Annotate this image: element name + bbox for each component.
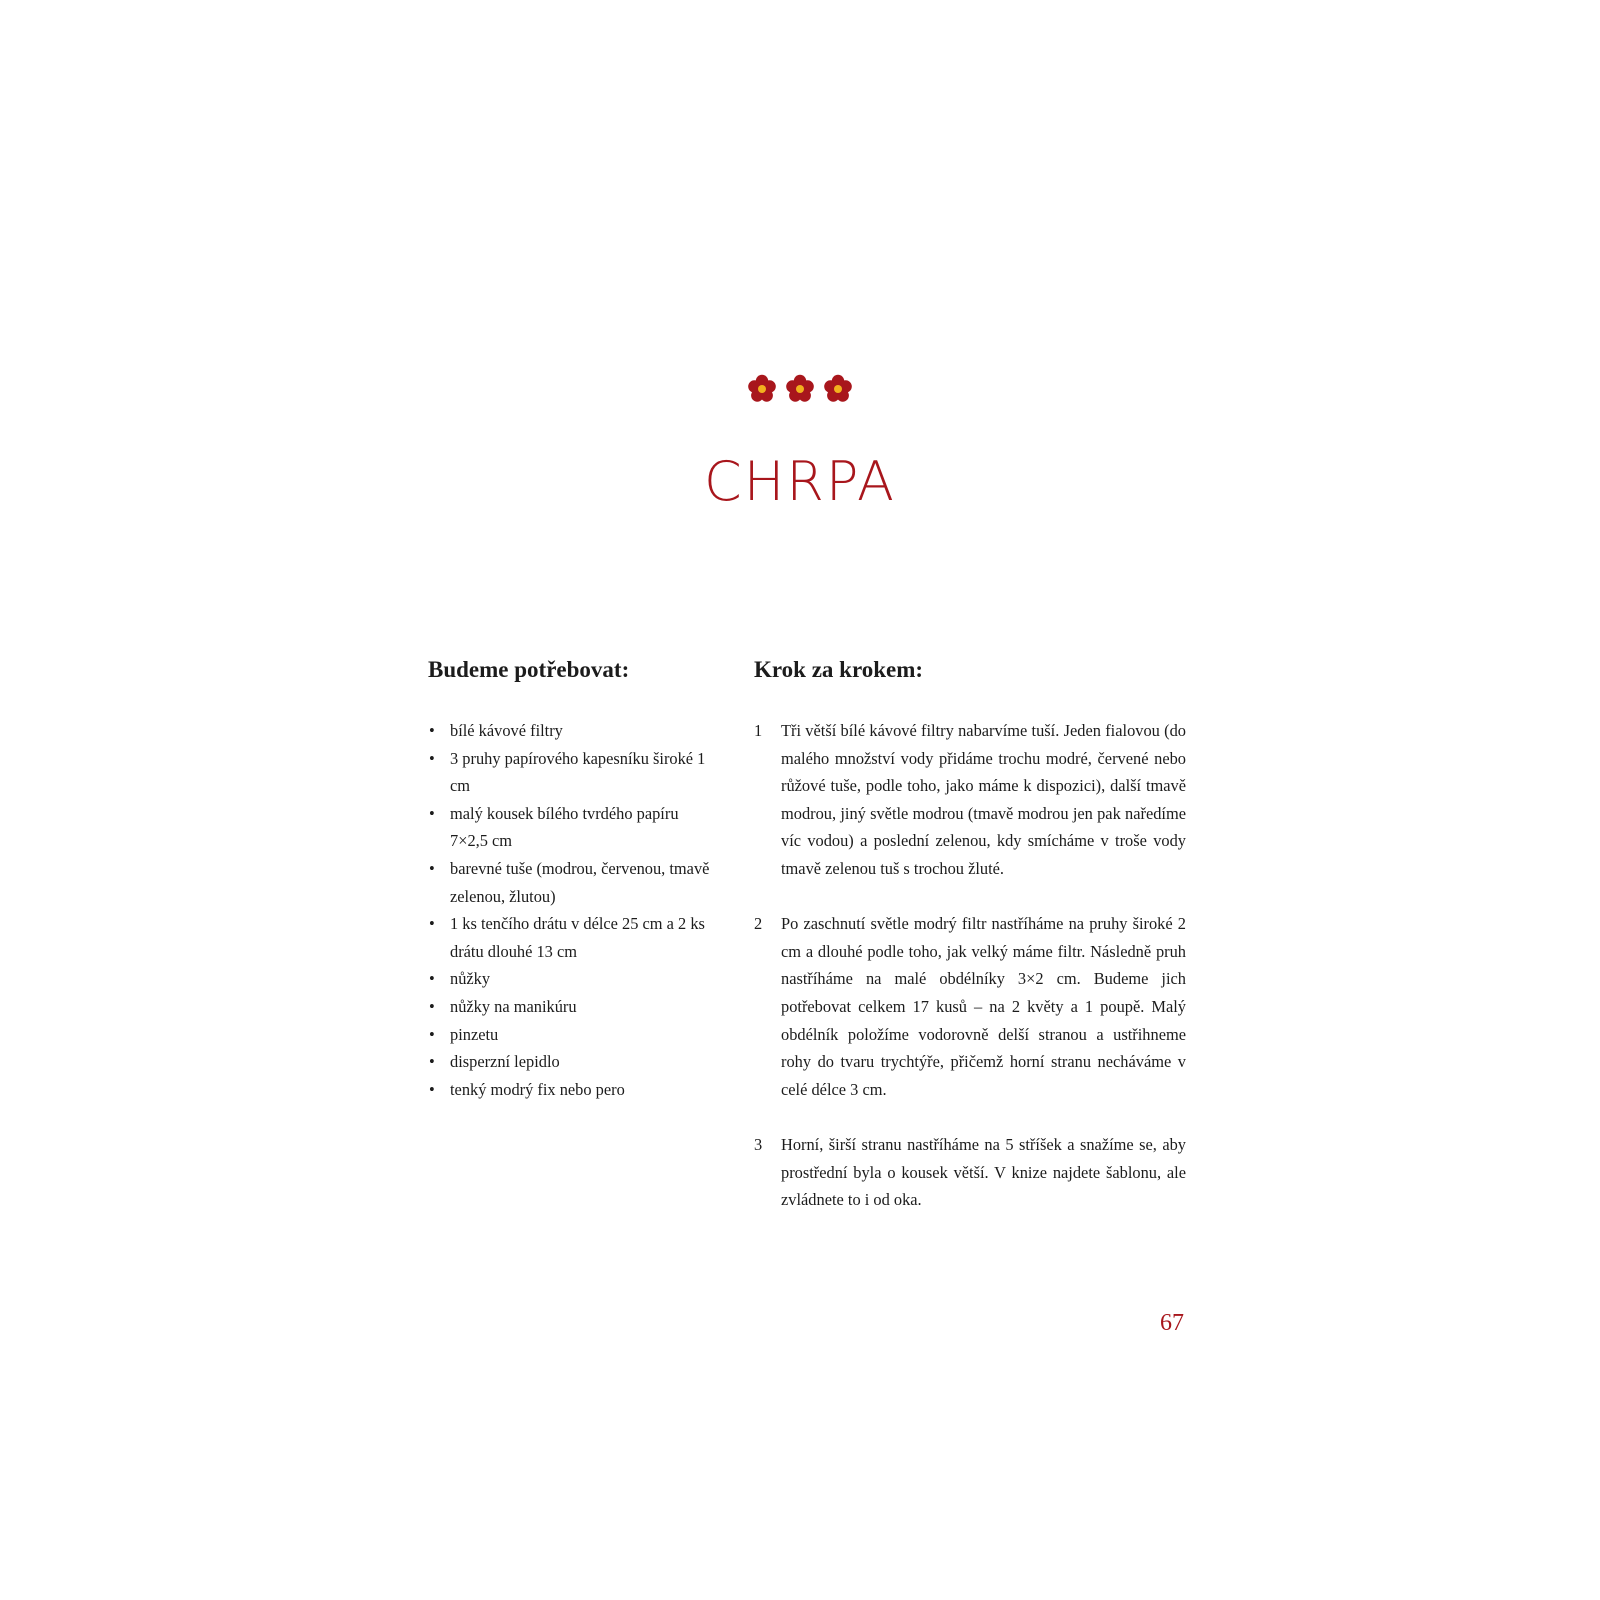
step-item — [754, 910, 1186, 1103]
materials-heading: Budeme potřebovat: — [428, 657, 630, 682]
flower-icon — [784, 373, 816, 409]
list-item: • pinzetu — [428, 1021, 718, 1049]
bullet: • — [429, 914, 435, 934]
list-item: • nůžky na manikúru — [428, 993, 718, 1021]
steps-section — [754, 655, 1186, 1241]
steps-heading: Krok za krokem: — [754, 657, 924, 682]
materials-list — [428, 717, 718, 1103]
list-item: • 1 ks tenčího drátu v délce 25 cm a 2 ks drátu dlouhé 13 cm — [428, 910, 718, 965]
materials-section — [428, 655, 718, 1103]
list-item: • tenký modrý fix nebo pero — [428, 1076, 718, 1104]
list-item: • 3 pruhy papírového kapesníku široké 1 cm — [428, 745, 718, 800]
list-item: • malý kousek bílého tvrdého papíru 7×2,5 cm — [428, 800, 718, 855]
bullet: • — [429, 1024, 435, 1044]
step-number: 3 — [754, 1134, 763, 1154]
list-item: • disperzní lepidlo — [428, 1048, 718, 1076]
step-item — [754, 717, 1186, 883]
bullet: • — [429, 996, 435, 1016]
steps-list — [754, 717, 1186, 1214]
step-text: Horní, širší stranu nastříháme na 5 stříšek a snažíme se, aby prostřední byla o kousek větší. V knize najdete šablonu, ale zvládnete to i od oka. — [781, 1134, 1186, 1210]
bullet: • — [429, 1052, 435, 1072]
step-item — [754, 1131, 1186, 1214]
step-number: 1 — [754, 721, 763, 740]
list-item: • bílé kávové filtry — [428, 717, 718, 745]
page-title: CHRPA — [704, 450, 896, 513]
bullet: • — [429, 858, 435, 878]
flower-icon — [746, 373, 778, 409]
flower-icon — [822, 373, 854, 409]
step-text: Po zaschnutí světle modrý filtr nastříháme na pruhy široké 2 cm a dlouhé podle toho, jak velký máme filtr. Následně pruh nastříháme na malé obdélníky 3×2 cm. Budeme jich potřebovat celkem 17 kusů – na 2 květy a 1 poupě. Malý obdélník položíme vodorovně delší stranou a ustřihneme rohy do tvaru trychtýře, přičemž horní stranu necháváme v celé délce 3 cm. — [781, 914, 1186, 1099]
step-text: Tři větší bílé kávové filtry nabarvíme tuší. Jeden fialovou (do malého množství vody přidáme trochu modré, červené nebo růžové tuše, podle toho, jako máme k dispozici), další tmavě modrou, jiný světle modrou (tmavě modrou jen pak naředíme víc vodou) a poslední zelenou, kdy smícháme v troše vody tmavě zelenou tuš s trochou žluté. — [781, 721, 1186, 878]
page-number: 67 — [1160, 1310, 1184, 1336]
bullet: • — [429, 803, 435, 823]
flower-ornament — [0, 373, 1600, 409]
list-item: • barevné tuše (modrou, červenou, tmavě zelenou, žlutou) — [428, 855, 718, 910]
bullet: • — [429, 748, 435, 768]
step-number: 2 — [754, 914, 763, 934]
bullet: • — [429, 721, 435, 740]
list-item: • nůžky — [428, 965, 718, 993]
bullet: • — [429, 969, 435, 989]
bullet: • — [429, 1079, 435, 1099]
